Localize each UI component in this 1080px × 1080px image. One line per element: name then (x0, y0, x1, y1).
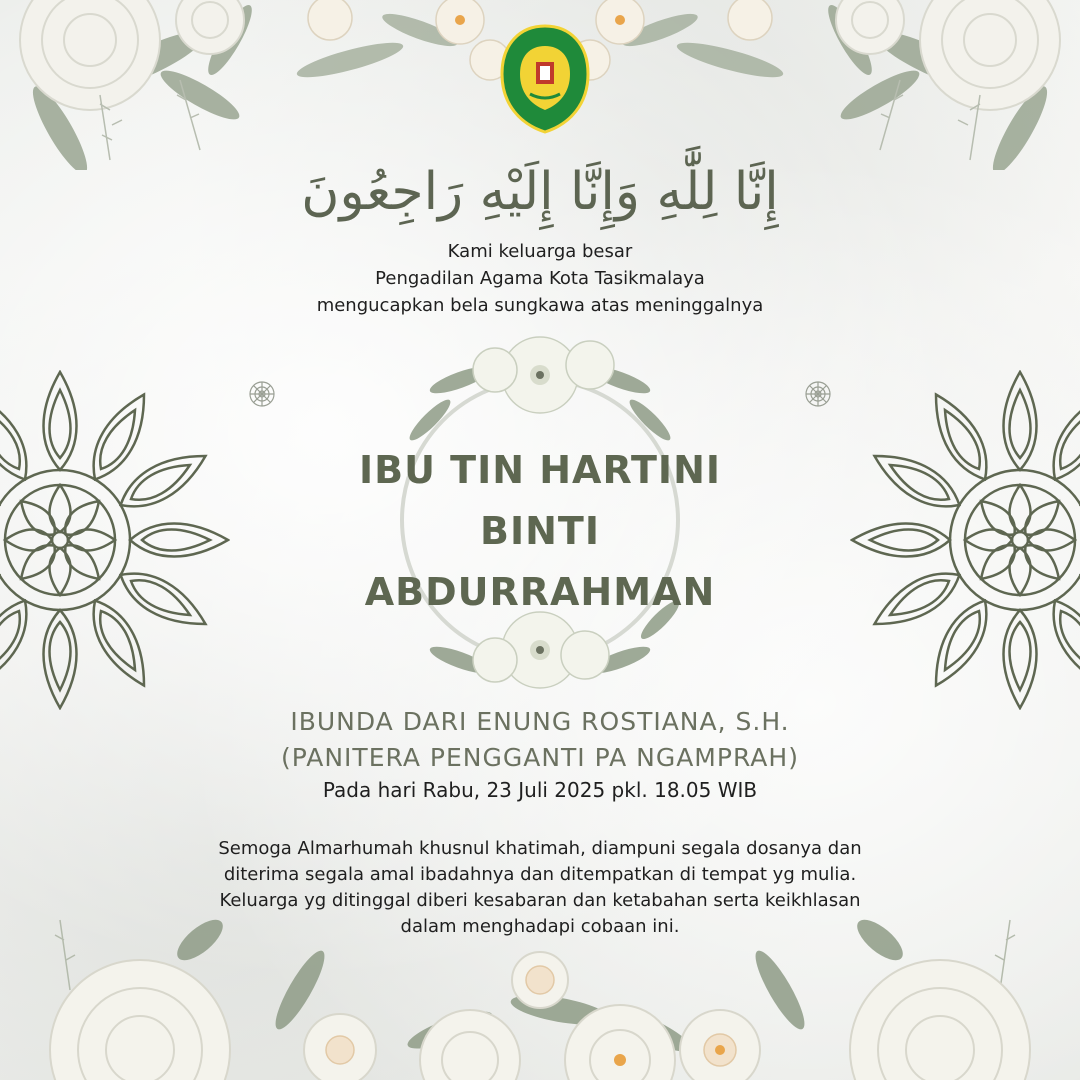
relation-text (0, 704, 1080, 776)
deceased-name-line: IBU TIN HARTINI (358, 448, 722, 492)
small-mandala-icon (804, 380, 832, 408)
intro-line: Kami keluarga besar (447, 241, 633, 262)
intro-text (0, 238, 1080, 319)
prayer-line: dalam menghadapi cobaan ini. (400, 916, 680, 937)
arabic-phrase: إِنَّا لِلَّٰهِ وَإِنَّا إِلَيْهِ رَاجِعُونَ (301, 162, 779, 222)
prayer-line: Semoga Almarhumah khusnul khatimah, diampuni segala dosanya dan (218, 838, 862, 859)
prayer-line: diterima segala amal ibadahnya dan ditempatkan di tempat yg mulia. (223, 864, 857, 885)
relation-line: (PANITERA PENGGANTI PA NGAMPRAH) (281, 743, 799, 772)
intro-line: mengucapkan bela sungkawa atas meninggalnya (316, 295, 764, 316)
date-line: Pada hari Rabu, 23 Juli 2025 pkl. 18.05 WIB (322, 778, 758, 802)
top-right-floral-icon (780, 0, 1080, 170)
prayer-text (0, 836, 1080, 940)
top-left-floral-icon (0, 0, 300, 170)
deceased-name (0, 440, 1080, 623)
court-logo-icon (500, 24, 590, 134)
prayer-line: Keluarga yg ditinggal diberi kesabaran dan ketabahan serta keikhlasan (219, 890, 861, 911)
relation-line: IBUNDA DARI ENUNG ROSTIANA, S.H. (290, 707, 790, 736)
intro-line: Pengadilan Agama Kota Tasikmalaya (375, 268, 705, 289)
deceased-name-line: ABDURRAHMAN (364, 570, 716, 614)
deceased-name-line: BINTI (480, 509, 600, 553)
small-mandala-icon (248, 380, 276, 408)
